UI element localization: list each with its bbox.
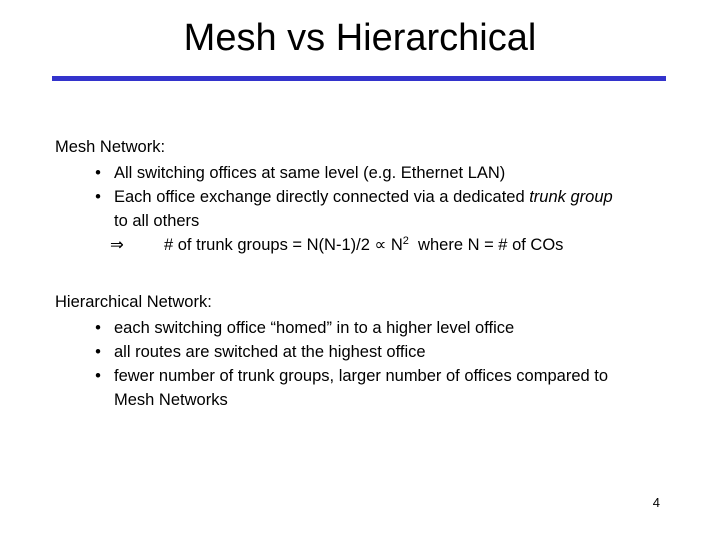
bullet-continuation: Mesh Networks bbox=[114, 391, 228, 409]
hierarchical-network-heading: Hierarchical Network: bbox=[55, 293, 212, 311]
hierarchical-network-section bbox=[55, 290, 695, 412]
list-item bbox=[55, 316, 695, 340]
bullet-icon: • bbox=[95, 367, 101, 385]
implication-superscript: 2 bbox=[402, 235, 409, 247]
list-item bbox=[55, 185, 695, 233]
bullet-text: fewer number of trunk groups, larger number of offices compared to bbox=[114, 367, 609, 385]
list-item bbox=[55, 161, 695, 185]
list-item bbox=[55, 364, 695, 412]
bullet-text: All switching offices at same level (e.g. Ethernet LAN) bbox=[114, 164, 506, 182]
bullet-icon: • bbox=[95, 319, 101, 337]
implication-text-b: where N = # of COs bbox=[408, 236, 564, 254]
page-number: 4 bbox=[652, 495, 660, 510]
title-underline-rule bbox=[52, 76, 666, 81]
bullet-icon: • bbox=[95, 188, 101, 206]
bullet-italic-term: trunk group bbox=[529, 188, 613, 206]
bullet-continuation: to all others bbox=[114, 212, 200, 230]
list-item bbox=[55, 340, 695, 364]
slide-title: Mesh vs Hierarchical bbox=[183, 17, 537, 59]
mesh-network-heading: Mesh Network: bbox=[55, 138, 166, 156]
implication-text-a: # of trunk groups = N(N-1)/2 ∝ N bbox=[164, 236, 403, 254]
bullet-icon: • bbox=[95, 343, 101, 361]
bullet-text: Each office exchange directly connected via a dedicated bbox=[114, 188, 530, 206]
implication-line bbox=[55, 233, 695, 257]
bullet-text: all routes are switched at the highest office bbox=[114, 343, 426, 361]
bullet-icon: • bbox=[95, 164, 101, 182]
implies-arrow-icon: ⇒ bbox=[110, 236, 124, 254]
bullet-text: each switching office “homed” in to a higher level office bbox=[114, 319, 515, 337]
mesh-network-section bbox=[55, 135, 695, 257]
